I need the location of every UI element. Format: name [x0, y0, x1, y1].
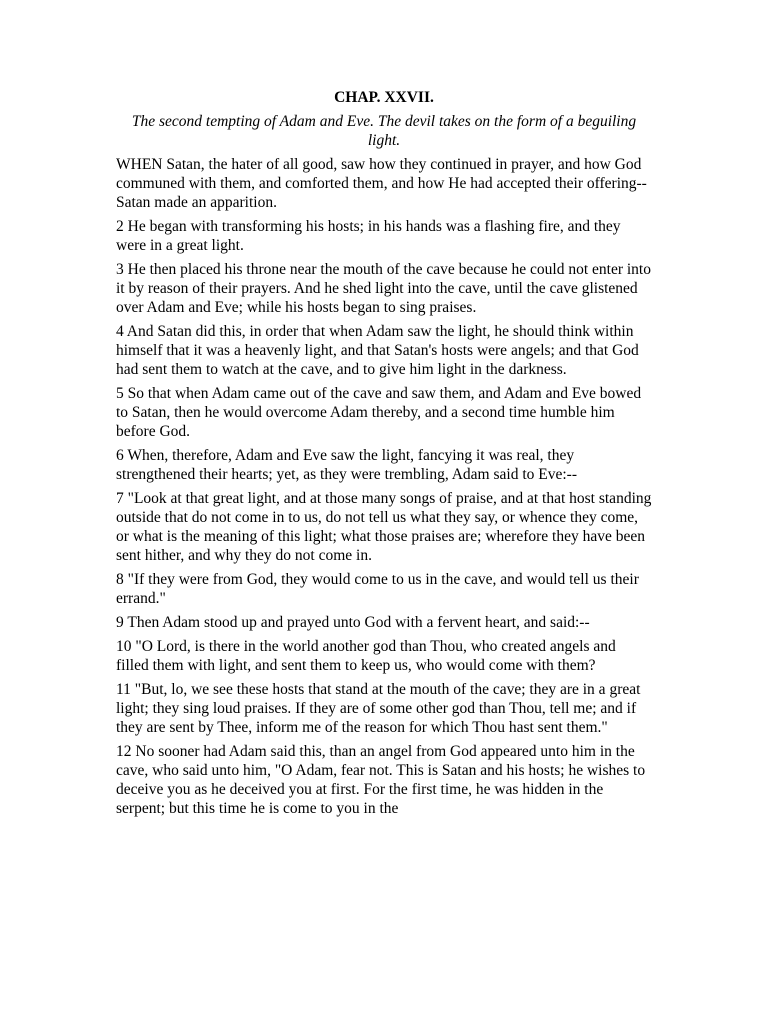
verse-paragraph: WHEN Satan, the hater of all good, saw how they continued in prayer, and how God communed with them, and comforted them, and how He had accepted their offering--Satan made an apparition. — [116, 156, 647, 211]
chapter-subtitle: The second tempting of Adam and Eve. The devil takes on the form of a beguiling light. — [131, 113, 637, 149]
verse-paragraph: 9 Then Adam stood up and prayed unto God with a fervent heart, and said:-- — [116, 614, 590, 631]
verse-paragraph: 10 "O Lord, is there in the world another god than Thou, who created angels and filled them with light, and sent them to keep us, who would come with them? — [116, 638, 616, 674]
verse-paragraph: 4 And Satan did this, in order that when Adam saw the light, he should think within himself that it was a heavenly light, and that Satan's hosts were angels; and that God had sent them to watch at the cave, and to give him light in the darkness. — [116, 323, 639, 378]
verse-paragraph: 2 He began with transforming his hosts; in his hands was a flashing fire, and they were in a great light. — [116, 218, 621, 254]
chapter-title: CHAP. XXVII. — [334, 89, 434, 106]
verse-paragraph: 8 "If they were from God, they would come to us in the cave, and would tell us their errand." — [116, 571, 639, 607]
verse-paragraph: 3 He then placed his throne near the mouth of the cave because he could not enter into it by reason of their prayers. And he shed light into the cave, until the cave glistened over Adam and Eve; while his hosts began to sing praises. — [116, 261, 651, 316]
document-page — [116, 88, 652, 823]
verse-paragraph: 12 No sooner had Adam said this, than an angel from God appeared unto him in the cave, who said unto him, "O Adam, fear not. This is Satan and his hosts; he wishes to deceive you as he deceived you at first. For the first time, he was hidden in the serpent; but this time he is come to you in the — [116, 743, 646, 817]
verse-paragraph: 7 "Look at that great light, and at those many songs of praise, and at that host standing outside that do not come in to us, do not tell us what they say, or whence they come, or what is the meaning of this light; what those praises are; wherefore they have been sent hither, and why they do not come in. — [116, 490, 652, 564]
verse-paragraph: 5 So that when Adam came out of the cave and saw them, and Adam and Eve bowed to Satan, then he would overcome Adam thereby, and a second time humble him before God. — [116, 385, 642, 440]
verse-paragraph: 6 When, therefore, Adam and Eve saw the light, fancying it was real, they strengthened their hearts; yet, as they were trembling, Adam said to Eve:-- — [116, 447, 577, 483]
verse-paragraph: 11 "But, lo, we see these hosts that stand at the mouth of the cave; they are in a great light; they sing loud praises. If they are of some other god than Thou, tell me; and if they are sent by Thee, inform me of the reason for which Thou hast sent them." — [116, 681, 641, 736]
